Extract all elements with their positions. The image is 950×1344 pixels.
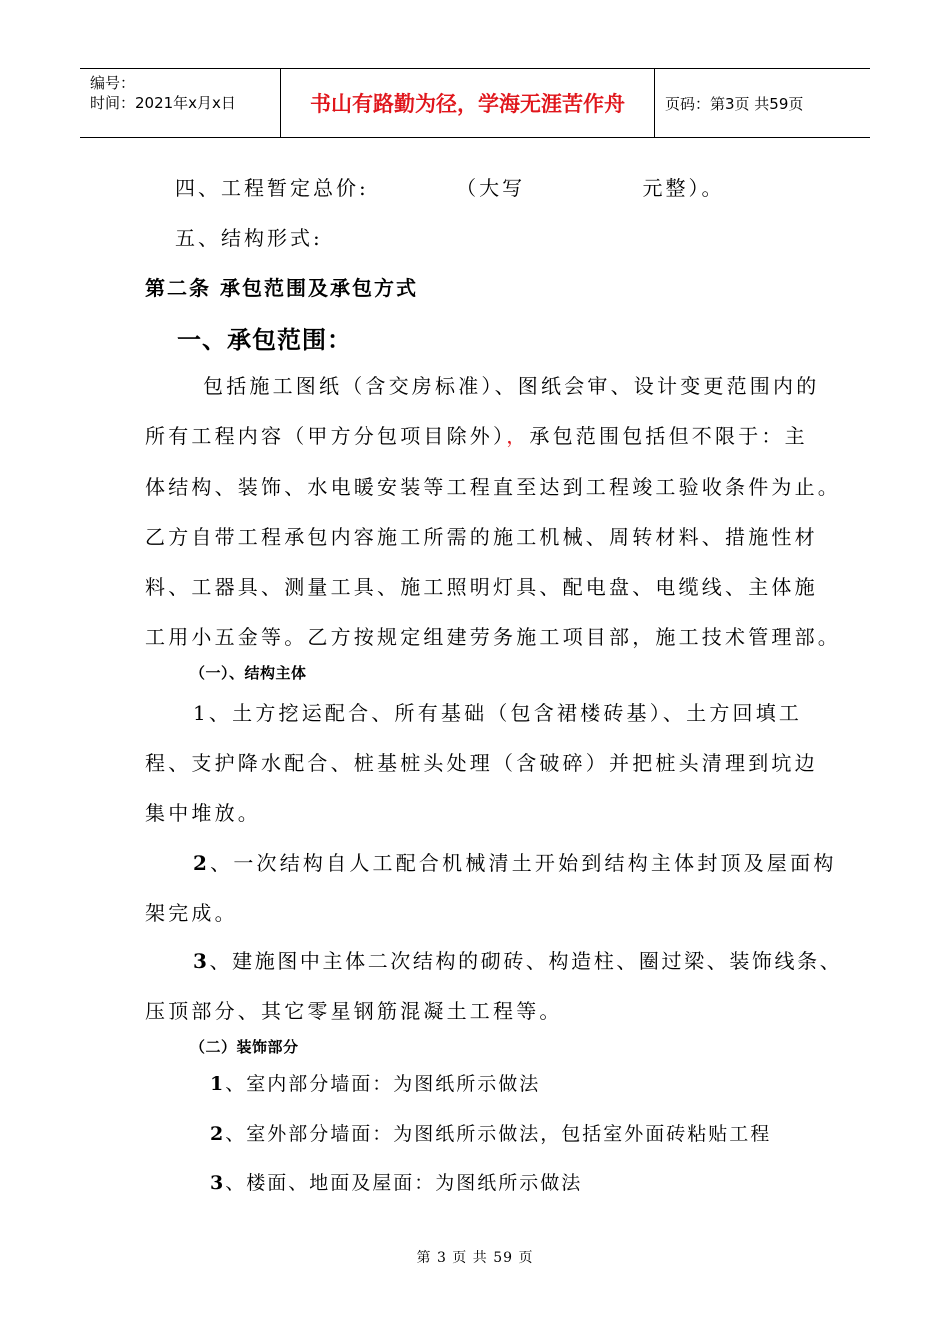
article2-heading: 第二条 承包范围及承包方式 bbox=[145, 276, 418, 300]
para1-line2-a: 所有工程内容（甲方分包项目除外） bbox=[145, 424, 507, 448]
item4-line bbox=[175, 172, 724, 201]
para1-line6: 工用小五金等。乙方按规定组建劳务施工项目部，施工技术管理部。 bbox=[145, 625, 841, 649]
item4-label: 四、工程暂定总价: bbox=[175, 176, 369, 200]
sub1-heading: （一）、结构主体 bbox=[190, 664, 307, 682]
s1-item3-line2: 压顶部分、其它零星钢筋混凝土工程等。 bbox=[145, 999, 563, 1023]
item4-end: 元整）。 bbox=[642, 176, 725, 200]
s2-item2 bbox=[210, 1119, 771, 1146]
s1-item1-line3: 集中堆放。 bbox=[145, 801, 261, 825]
para1-line3: 体结构、装饰、水电暖安装等工程直至达到工程竣工验收条件为止。 bbox=[145, 475, 841, 499]
doc-time-label: 时间：2021年x月x日 bbox=[90, 94, 236, 112]
s1-item1-line2: 程、支护降水配合、桩基桩头处理（含破碎）并把桩头清理到坑边 bbox=[145, 751, 818, 775]
item4-caps: （大写 bbox=[456, 176, 526, 200]
s2-item3-num: 3 bbox=[210, 1172, 226, 1194]
para1-red-comma: ， bbox=[506, 424, 530, 448]
doc-number-label: 编号： bbox=[90, 74, 136, 92]
s2-item2-text: 、室外部分墙面：为图纸所示做法，包括室外面砖粘贴工程 bbox=[225, 1123, 772, 1145]
para1-line4: 乙方自带工程承包内容施工所需的施工机械、周转材料、措施性材 bbox=[145, 525, 818, 549]
s1-item1-line1: 1、土方挖运配合、所有基础（包含裙楼砖基）、土方回填工 bbox=[193, 701, 803, 725]
header-meta bbox=[80, 69, 281, 137]
sub2-heading: （二）装饰部分 bbox=[190, 1038, 299, 1056]
scope-heading: 一、承包范围： bbox=[177, 325, 352, 354]
s2-item1-text: 、室内部分墙面：为图纸所示做法 bbox=[225, 1073, 541, 1095]
s1-item3-num: 3 bbox=[193, 949, 210, 973]
s1-item2-text: 、一次结构自人工配合机械清土开始到结构主体封顶及屋面构 bbox=[210, 851, 837, 875]
para1-line2-b: 承包范围包括但不限于：主 bbox=[529, 424, 808, 448]
s2-item3 bbox=[210, 1168, 582, 1195]
s2-item1 bbox=[210, 1069, 540, 1096]
s1-item2-num: 2 bbox=[193, 851, 211, 875]
header-page-code: 页码：第3页 共59页 bbox=[665, 94, 804, 113]
s1-item2-line2: 架完成。 bbox=[145, 901, 238, 925]
item5-line: 五、结构形式: bbox=[175, 226, 323, 250]
para1-line2 bbox=[145, 420, 808, 449]
s1-item3-line1 bbox=[193, 945, 842, 974]
s2-item1-num: 1 bbox=[210, 1073, 226, 1095]
para1-line5: 料、工器具、测量工具、施工照明灯具、配电盘、电缆线、主体施 bbox=[145, 575, 818, 599]
page-footer: 第 3 页 共 59 页 bbox=[416, 1250, 534, 1266]
s1-item2-line1 bbox=[193, 847, 837, 876]
s2-item3-text: 、楼面、地面及屋面：为图纸所示做法 bbox=[225, 1172, 583, 1194]
s2-item2-num: 2 bbox=[210, 1123, 226, 1145]
page-header bbox=[80, 68, 870, 138]
header-motto: 书山有路勤为径，学海无涯苦作舟 bbox=[281, 69, 655, 137]
s1-item3-text: 、建施图中主体二次结构的砌砖、构造柱、圈过梁、装饰线条、 bbox=[209, 949, 843, 973]
para1-line1: 包括施工图纸（含交房标准）、图纸会审、设计变更范围内的 bbox=[203, 374, 820, 398]
